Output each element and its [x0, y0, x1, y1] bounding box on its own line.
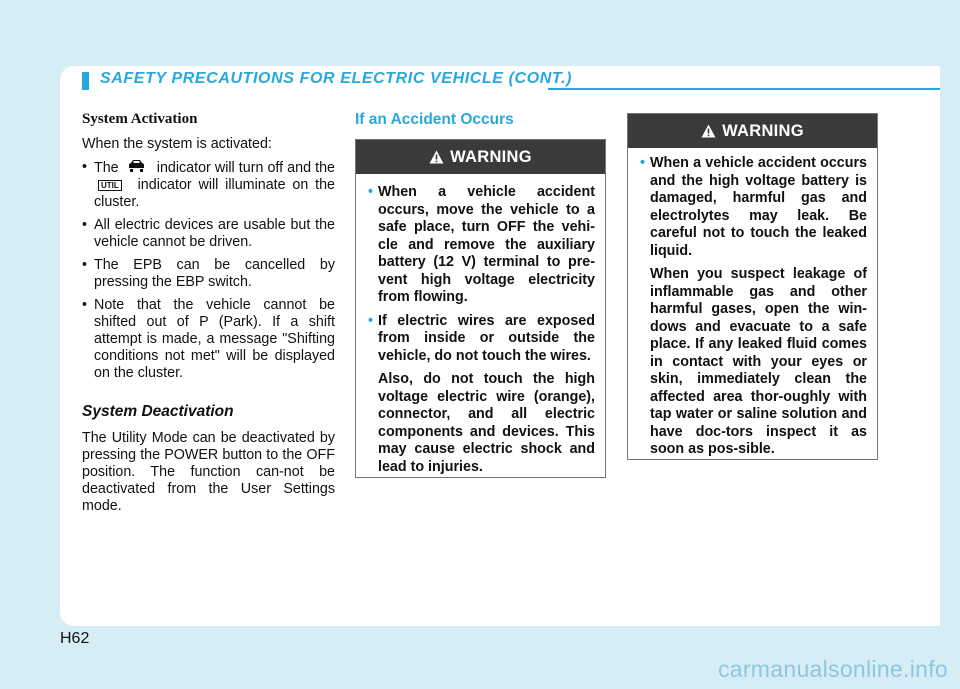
warning-body — [628, 148, 877, 475]
list-item: • All electric devices are usable but the vehicle cannot be driven. — [82, 217, 335, 251]
warning-header — [628, 114, 877, 148]
warning-label: WARNING — [722, 121, 804, 140]
warning-triangle-icon — [701, 124, 716, 138]
bullet1-part-c: indicator will illuminate on the cluster. — [94, 177, 336, 210]
warning-item-text: If electric wires are exposed from inside or outside the vehicle, do not touch the wires. — [378, 312, 595, 364]
warning-label: WARNING — [450, 147, 532, 166]
deactivation-body: The Utility Mode can be deactivated by pressing the POWER button to the OFF position. The function can-not be deactivated from the User Settings mode. — [82, 430, 335, 514]
system-activation-heading: System Activation — [82, 111, 198, 127]
activation-bullet-list — [82, 159, 335, 382]
page-number: H62 — [60, 630, 90, 647]
util-indicator-icon: UTIL — [98, 180, 122, 191]
accident-heading: If an Accident Occurs — [355, 111, 514, 128]
section-title: SAFETY PRECAUTIONS FOR ELECTRIC VEHICLE (CONT.) — [100, 70, 573, 87]
warning-box-1 — [355, 139, 606, 478]
header-rule — [548, 88, 940, 90]
warning-body — [356, 174, 605, 492]
warning-header — [356, 140, 605, 174]
activation-intro: When the system is activated: — [82, 136, 272, 152]
warning-item-text: When a vehicle accident occurs and the high voltage battery is damaged, harmful gas and electrolytes may leak. Be careful not to touch the leaked liquid. — [650, 155, 867, 259]
warning-box-2 — [627, 113, 878, 460]
warning-item-text: When a vehicle accident occurs, move the vehicle to a safe place, turn OFF the vehi-cle and remove the auxiliary battery (12 V) terminal to pre-vent high voltage electricity from flowing. — [378, 184, 595, 305]
watermark: carmanualsonline.info — [717, 656, 948, 682]
warning-item: • If electric wires are exposed from inside or outside the vehicle, do not touch the wires. — [368, 312, 595, 364]
header-accent-bar — [82, 72, 89, 90]
list-item: • Note that the vehicle cannot be shifted out of P (Park). If a shift attempt is made, a message "Shifting conditions not met" will be displayed on the cluster. — [82, 297, 335, 382]
vehicle-ready-icon — [128, 159, 145, 177]
warning-triangle-icon — [429, 150, 444, 164]
warning-item: • When a vehicle accident occurs, move the vehicle to a safe place, turn OFF the vehi-cle and remove the auxiliary battery (12 V) terminal to pre-vent high voltage electricity from flowing. — [368, 184, 595, 305]
warning-item: • When a vehicle accident occurs and the high voltage battery is damaged, harmful gas and electrolytes may leak. Be careful not to touch the leaked liquid. — [640, 155, 867, 259]
system-deactivation-heading: System Deactivation — [82, 403, 234, 420]
bullet1-part-b: indicator will turn off and the — [156, 159, 335, 176]
list-item: • The EPB can be cancelled by pressing the EBP switch. — [82, 257, 335, 291]
list-item — [82, 159, 335, 211]
warning-subtext: Also, do not touch the high voltage electric wire (orange), connector, and all electric components and devices. This may cause electric shock and lead to injuries. — [378, 371, 595, 475]
warning-subtext: When you suspect leakage of inflammable gas and other harmful gases, open the win-dows and evacuate to a safe place. If any leaked fluid comes in contact with your eyes or skin, immediately clean the affected area thor-oughly with tap water or saline solution and have doc-tors inspect it as soon as pos-sible. — [650, 266, 867, 457]
left-column — [82, 111, 335, 521]
bullet1-part-a: The — [94, 159, 119, 176]
